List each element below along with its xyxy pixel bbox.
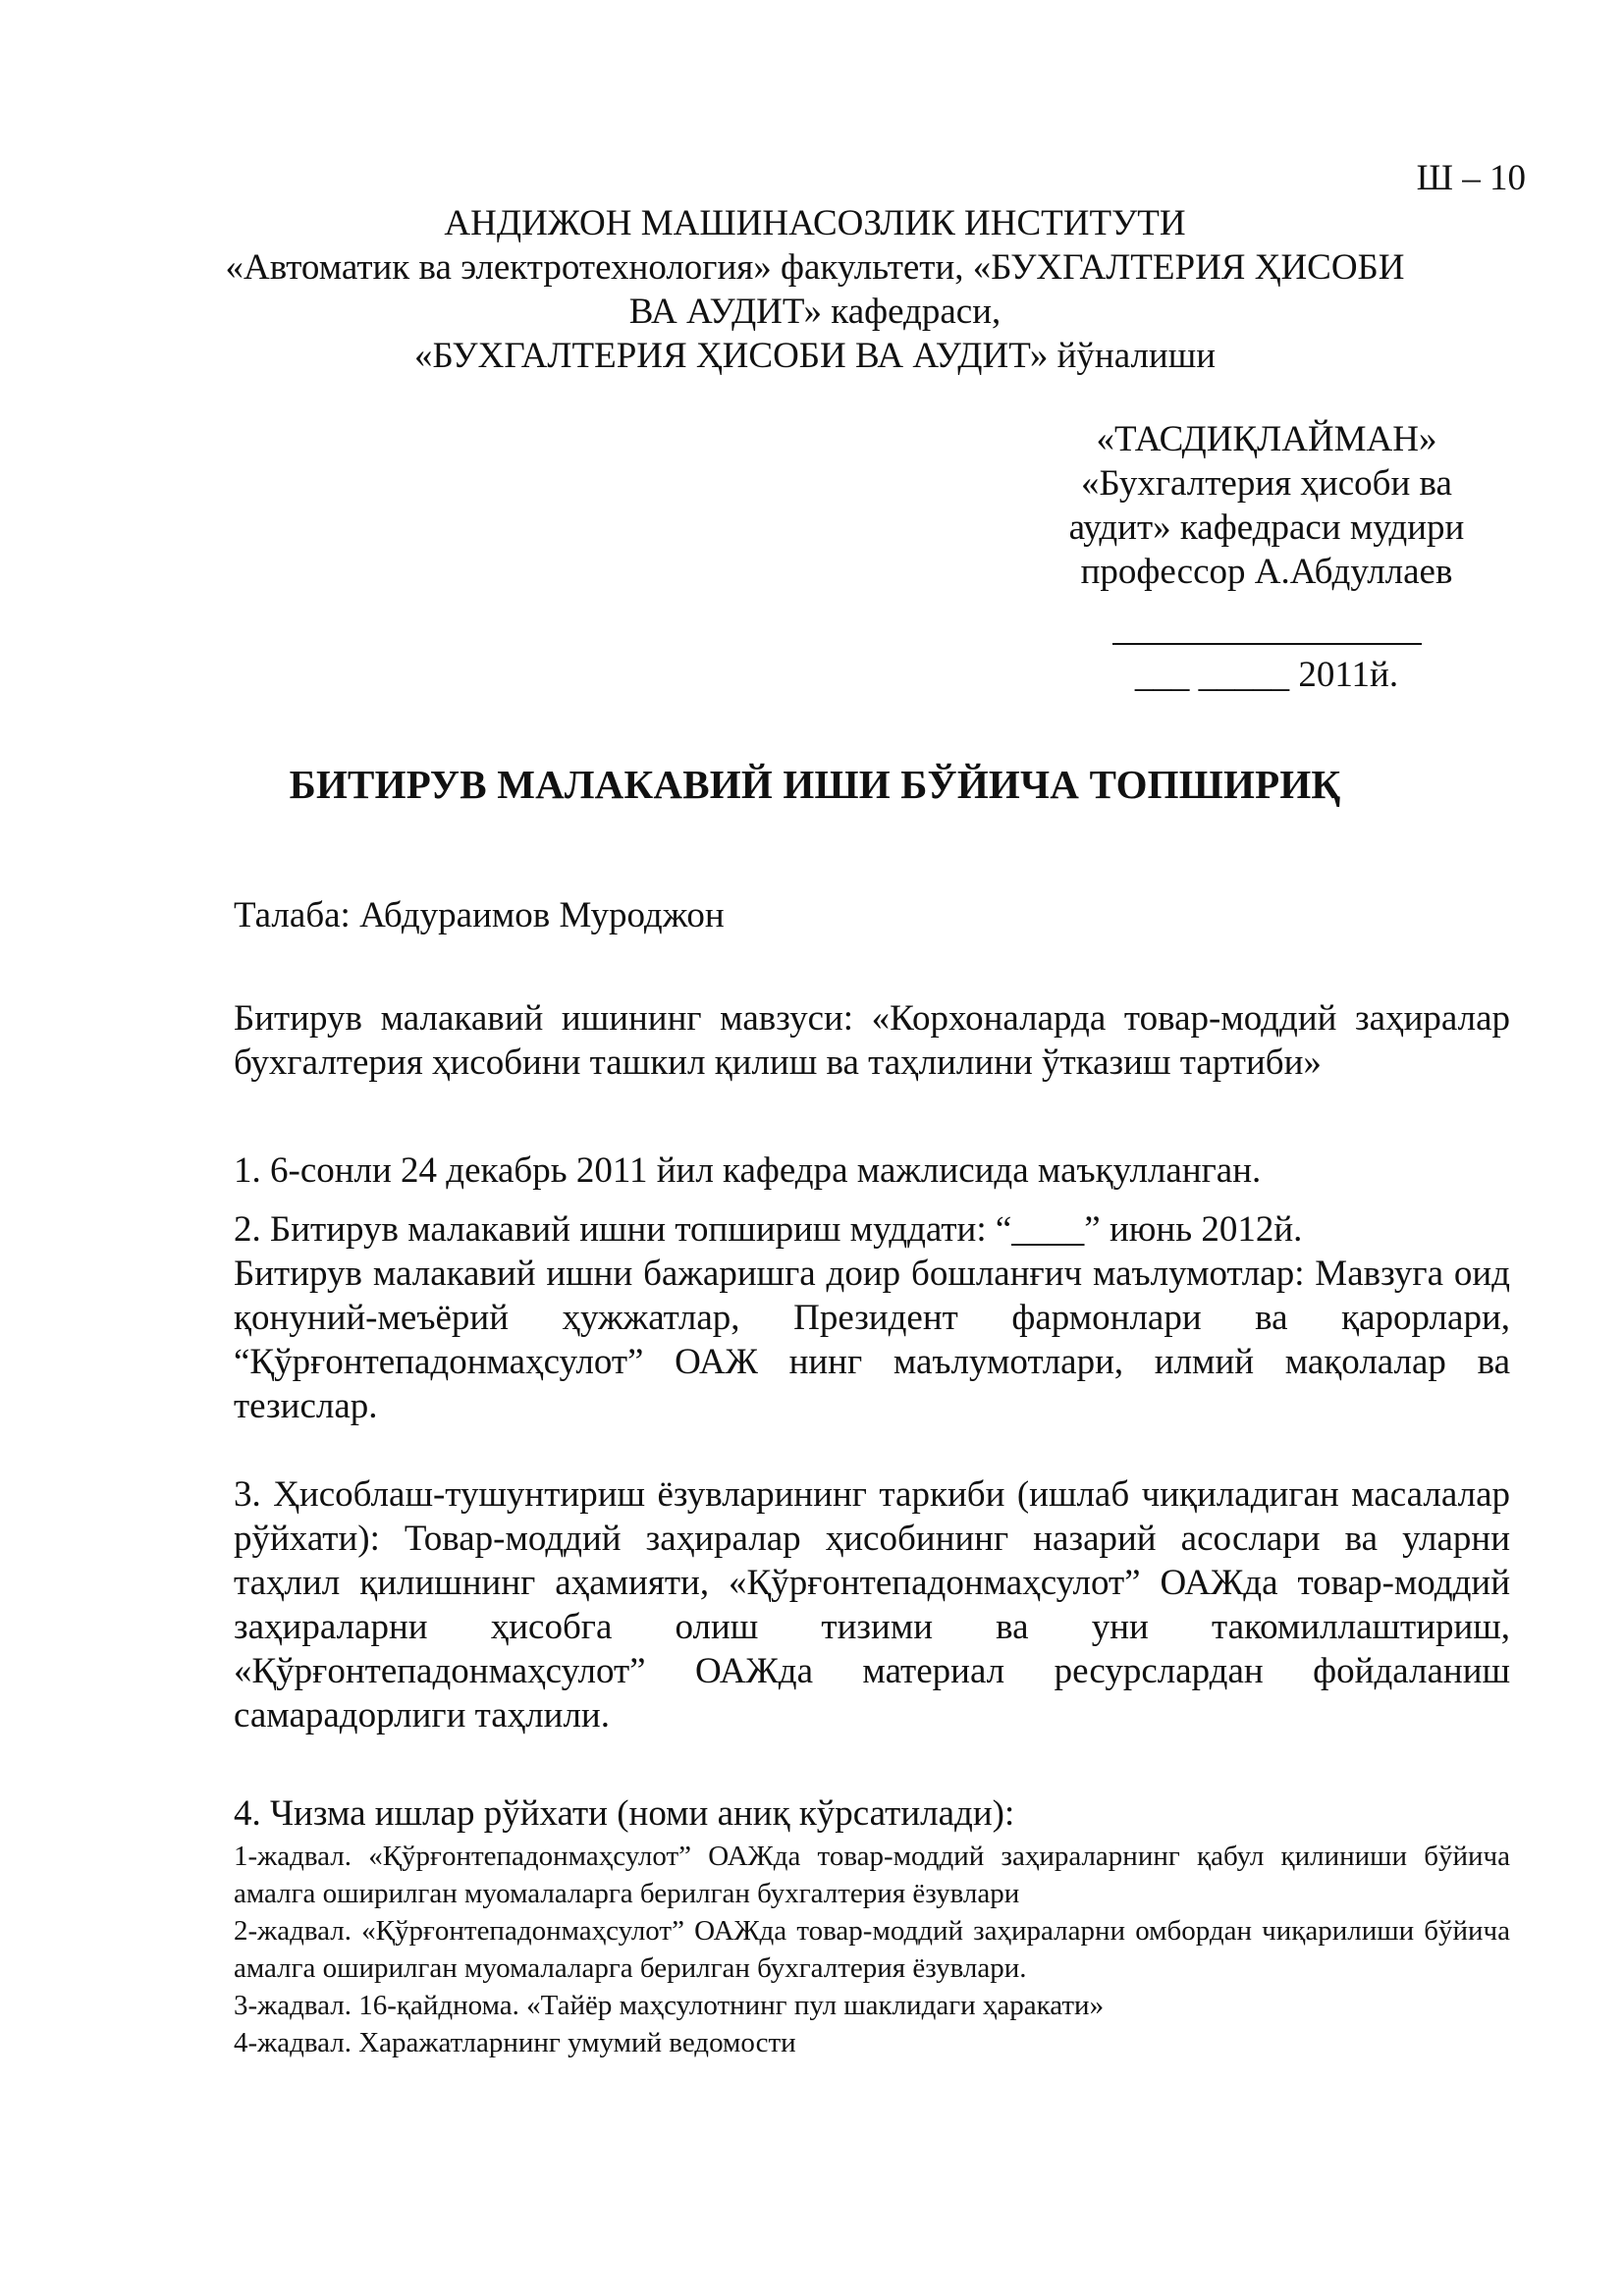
table-item-3: 3-жадвал. 16-қайднома. «Тайёр маҳсулотнинг пул шаклидаги ҳаракати» [234, 1990, 1105, 2021]
document-title: БИТИРУВ МАЛАКАВИЙ ИШИ БЎЙИЧА ТОПШИРИҚ [289, 762, 1341, 807]
document-code: Ш – 10 [1416, 158, 1526, 198]
table-item-4: 4-жадвал. Харажатларнинг умумий ведомости [234, 2027, 796, 2058]
item-3-contents: 3. Ҳисоблаш-тушунтириш ёзувларининг таркиби (ишлаб чиқиладиган масалалар рўйхати): Товар-моддий заҳиралар ҳисобининг назарий асослари ва уларни таҳлил қилишнинг аҳамияти, «Қўрғонтепадонмаҳсулот” ОАЖда товар-моддий заҳираларни ҳисобга олиш тизими ва уни такомиллаштириш, «Қўрғонтепадонмаҳсулот” ОАЖда материал ресурслардан фойдаланиш самарадорлиги таҳлили. [234, 1474, 1510, 1735]
approval-position-2: аудит» кафедраси мудири [1068, 507, 1465, 548]
header-line-specialty: «БУХГАЛТЕРИЯ ҲИСОБИ ВА АУДИТ» йўналиши [413, 336, 1217, 376]
approval-date: ___ _____ 2011й. [1134, 655, 1399, 695]
header-line-faculty: «Автоматик ва электротехнология» факультети, «БУХГАЛТЕРИЯ ҲИСОБИ [225, 247, 1405, 288]
institution-header [177, 201, 1453, 378]
header-line-department: ВА АУДИТ» кафедраси, [628, 292, 1001, 332]
item-2-deadline: 2. Битирув малакавий ишни топшириш муддати: “____” июнь 2012й. [234, 1209, 1303, 1250]
approval-position-1: «Бухгалтерия ҳисоби ва [1081, 463, 1452, 504]
approval-name: профессор А.Абдуллаев [1080, 552, 1453, 592]
table-item-1: 1-жадвал. «Қўрғонтепадонмаҳсулот” ОАЖда товар-моддий заҳираларнинг қабул қилиниши бўйича амалга оширилган муомалаларга берилган бухгалтерия ёзувлари [234, 1841, 1510, 1909]
approval-heading: «ТАСДИҚЛАЙМАН» [1096, 419, 1437, 459]
table-item-2: 2-жадвал. «Қўрғонтепадонмаҳсулот” ОАЖда товар-моддий заҳираларни омбордан чиқарилиши бўйича амалга оширилган муомалаларга берилган бухгалтерия ёзувлари. [234, 1915, 1510, 1984]
item-1-approval: 1. 6-сонли 24 декабрь 2011 йил кафедра мажлисида маъқулланган. [234, 1150, 1262, 1191]
student-name: Талаба: Абдураимов Муроджон [234, 895, 725, 935]
approval-block [1021, 417, 1512, 697]
thesis-topic: Битирув малакавий ишининг мавзуси: «Корхоналарда товар-моддий заҳиралар бухгалтерия ҳисобини ташкил қилиш ва таҳлилини ўтказиш тартиби» [234, 998, 1510, 1083]
item-4-drawings-heading: 4. Чизма ишлар рўйхати (номи аниқ кўрсатилади): [234, 1793, 1015, 1834]
header-line-institute: АНДИЖОН МАШИНАСОЗЛИК ИНСТИТУТИ [444, 203, 1186, 243]
item-2-block [234, 1207, 1510, 1428]
signature-line [1112, 615, 1422, 645]
item-2-initial-data: Битирув малакавий ишни бажаришга доир бошланғич маълумотлар: Мавзуга оид қонуний-меъёрий ҳужжатлар, Президент фармонлари ва қарорлари, “Қўрғонтепадонмаҳсулот” ОАЖ нинг маълумотлари, илмий мақолалар ва тезислар. [234, 1254, 1510, 1426]
tables-list [234, 1838, 1510, 2061]
